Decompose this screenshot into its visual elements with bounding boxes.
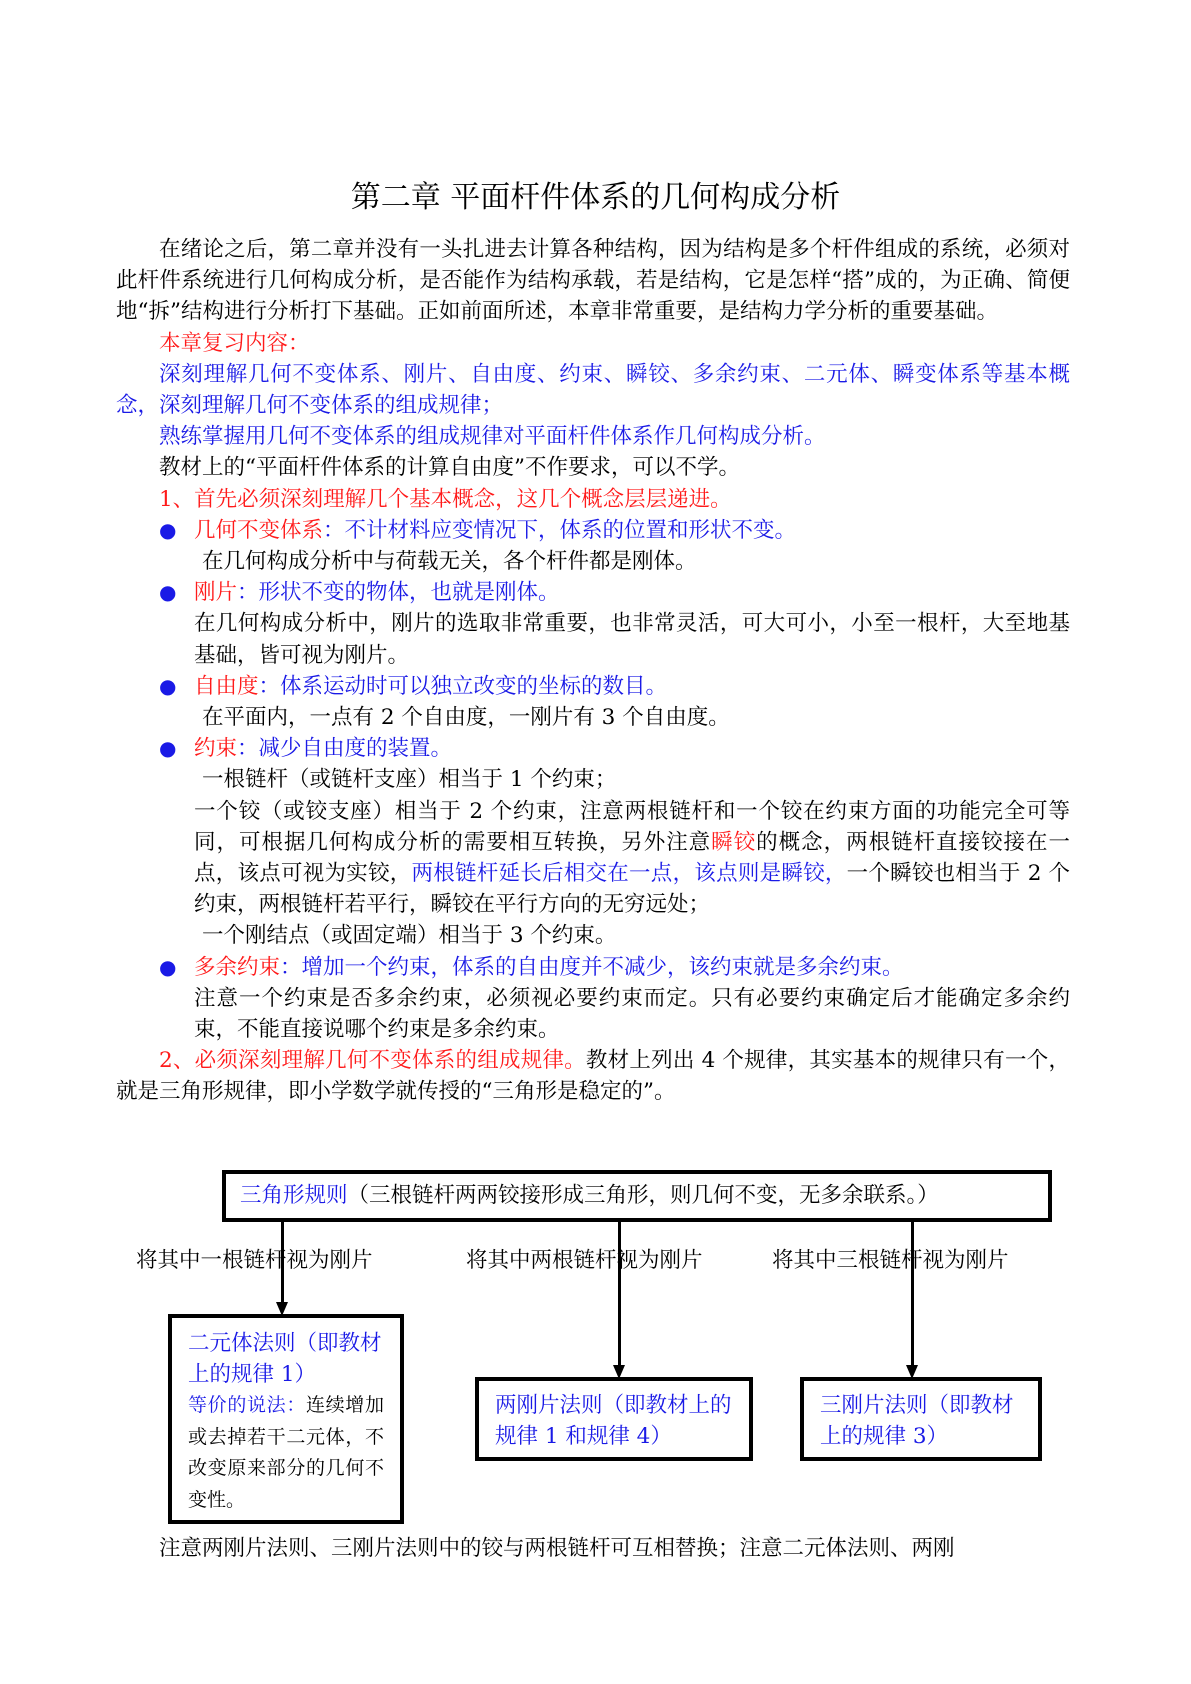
- three-rigid-rule-title: 三刚片法则（即教材上的规律 3）: [820, 1393, 1014, 1449]
- branch-label-1: 将其中一根链杆视为刚片: [136, 1248, 373, 1273]
- concept-definition: ：减少自由度的装置。: [237, 736, 453, 762]
- branch-label-2: 将其中两根链杆视为刚片: [466, 1248, 703, 1273]
- concept-term: 约束: [194, 736, 238, 762]
- triangle-rule-box: [222, 1170, 1052, 1222]
- instant-hinge-term: 瞬铰: [711, 829, 757, 855]
- connector-line: [618, 1222, 621, 1367]
- concept-term: 多余约束: [194, 954, 281, 980]
- connector-line: [911, 1222, 914, 1367]
- triangle-rule-description: （三根链杆两两铰接形成三角形，则几何不变，无多余联系。）: [347, 1183, 939, 1208]
- concept-definition: ：不计材料应变情况下，体系的位置和形状不变。: [323, 517, 797, 543]
- concept-item: [116, 515, 1070, 546]
- concept-note: 注意一个约束是否多余约束，必须视必要约束而定。只有必要约束确定后才能确定多余约束，不能直接说哪个约束是多余约束。: [194, 985, 1070, 1043]
- concept-definition: ：体系运动时可以独立改变的坐标的数目。: [258, 673, 668, 699]
- bullet-icon: ●: [159, 954, 177, 979]
- binary-rule-title: 二元体法则（即教材上的规律 1）: [188, 1331, 382, 1387]
- review-item-1: 深刻理解几何不变体系、刚片、自由度、约束、瞬铰、多余约束、二元体、瞬变体系等基本概念，深刻理解几何不变体系的组成规律；: [116, 361, 1070, 419]
- concept-item: [116, 733, 1070, 764]
- concept-item: [116, 952, 1070, 983]
- concept-item: [116, 577, 1070, 608]
- trailing-paragraph: 注意两刚片法则、三刚片法则中的铰与两根链杆可互相替换；注意二元体法则、两刚: [159, 1536, 955, 1561]
- two-rigid-rule-title: 两刚片法则（即教材上的规律 1 和规律 4）: [495, 1393, 732, 1449]
- constraint-note-3: 一个刚结点（或固定端）相当于 3 个约束。: [202, 923, 617, 949]
- review-heading: 本章复习内容：: [159, 330, 310, 356]
- bullet-icon: ●: [159, 736, 177, 761]
- review-item-2: 熟练掌握用几何不变体系的组成规律对平面杆件体系作几何构成分析。: [159, 424, 826, 450]
- concept-definition: ：增加一个约束，体系的自由度并不减少，该约束就是多余约束。: [280, 954, 904, 980]
- three-rigid-rule-box: [800, 1377, 1042, 1461]
- constraint-note-2: 一个铰（或铰支座）相当于 2 个约束，注意两根链杆和一个铰在约束方面的功能完全可等同，可根据几何构成分析的需要相互转换，另外注意瞬铰的概念，两根链杆直接铰接在一点，该点可视为实铰，两根链杆延长后相交在一点，该点则是瞬铰，一个瞬铰也相当于 2 个约束，两根链杆若平行，瞬铰在平行方向的无穷远处；: [194, 798, 1070, 918]
- concept-note: 在几何构成分析中与荷载无关，各个杆件都是刚体。: [202, 549, 697, 575]
- concept-note: 在几何构成分析中，刚片的选取非常重要，也非常灵活，可大可小，小至一根杆，大至地基基础，皆可视为刚片。: [194, 611, 1070, 668]
- intro-paragraph: 在绪论之后，第二章并没有一头扎进去计算各种结构，因为结构是多个杆件组成的系统，必须对此杆件系统进行几何构成分析，是否能作为结构承载，若是结构，它是怎样“搭”成的，为正确、简便地“拆”结构进行分析打下基础。正如前面所述，本章非常重要，是结构力学分析的重要基础。: [116, 237, 1070, 325]
- branch-label-3: 将其中三根链杆视为刚片: [772, 1248, 1009, 1273]
- binary-rule-equivalent: 等价的说法：连续增加或去掉若干二元体，不改变原来部分的几何不变性。: [188, 1394, 384, 1511]
- triangle-rule-title: 三角形规则: [240, 1183, 348, 1208]
- constraint-note-1: 一根链杆（或链杆支座）相当于 1 个约束；: [202, 767, 617, 793]
- bullet-icon: ●: [159, 673, 177, 698]
- point-1-heading: 1、首先必须深刻理解几个基本概念，这几个概念层层递进。: [159, 486, 732, 512]
- instant-hinge-definition: 两根链杆延长后相交在一点，该点则是瞬铰，: [411, 861, 847, 887]
- concept-item: [116, 671, 1070, 702]
- two-rigid-rule-box: [475, 1377, 753, 1461]
- bullet-icon: ●: [159, 580, 177, 605]
- concept-term: 刚片: [194, 580, 238, 606]
- binary-rule-box: [168, 1314, 404, 1524]
- body-text: [116, 234, 1070, 1108]
- point-2-heading: 2、必须深刻理解几何不变体系的组成规律。: [159, 1048, 586, 1074]
- concept-definition: ：形状不变的物体，也就是刚体。: [237, 580, 560, 606]
- concept-term: 几何不变体系: [194, 517, 324, 543]
- point-2-paragraph: 2、必须深刻理解几何不变体系的组成规律。教材上列出 4 个规律，其实基本的规律只有一个，就是三角形规律，即小学数学就传授的“三角形是稳定的”。: [116, 1048, 1070, 1105]
- review-item-3: 教材上的“平面杆件体系的计算自由度”不作要求，可以不学。: [159, 455, 740, 481]
- bullet-icon: ●: [159, 517, 177, 542]
- page-title: 第二章 平面杆件体系的几何构成分析: [350, 180, 841, 215]
- concept-term: 自由度: [194, 673, 259, 699]
- concept-note: 在平面内，一点有 2 个自由度，一刚片有 3 个自由度。: [202, 705, 730, 731]
